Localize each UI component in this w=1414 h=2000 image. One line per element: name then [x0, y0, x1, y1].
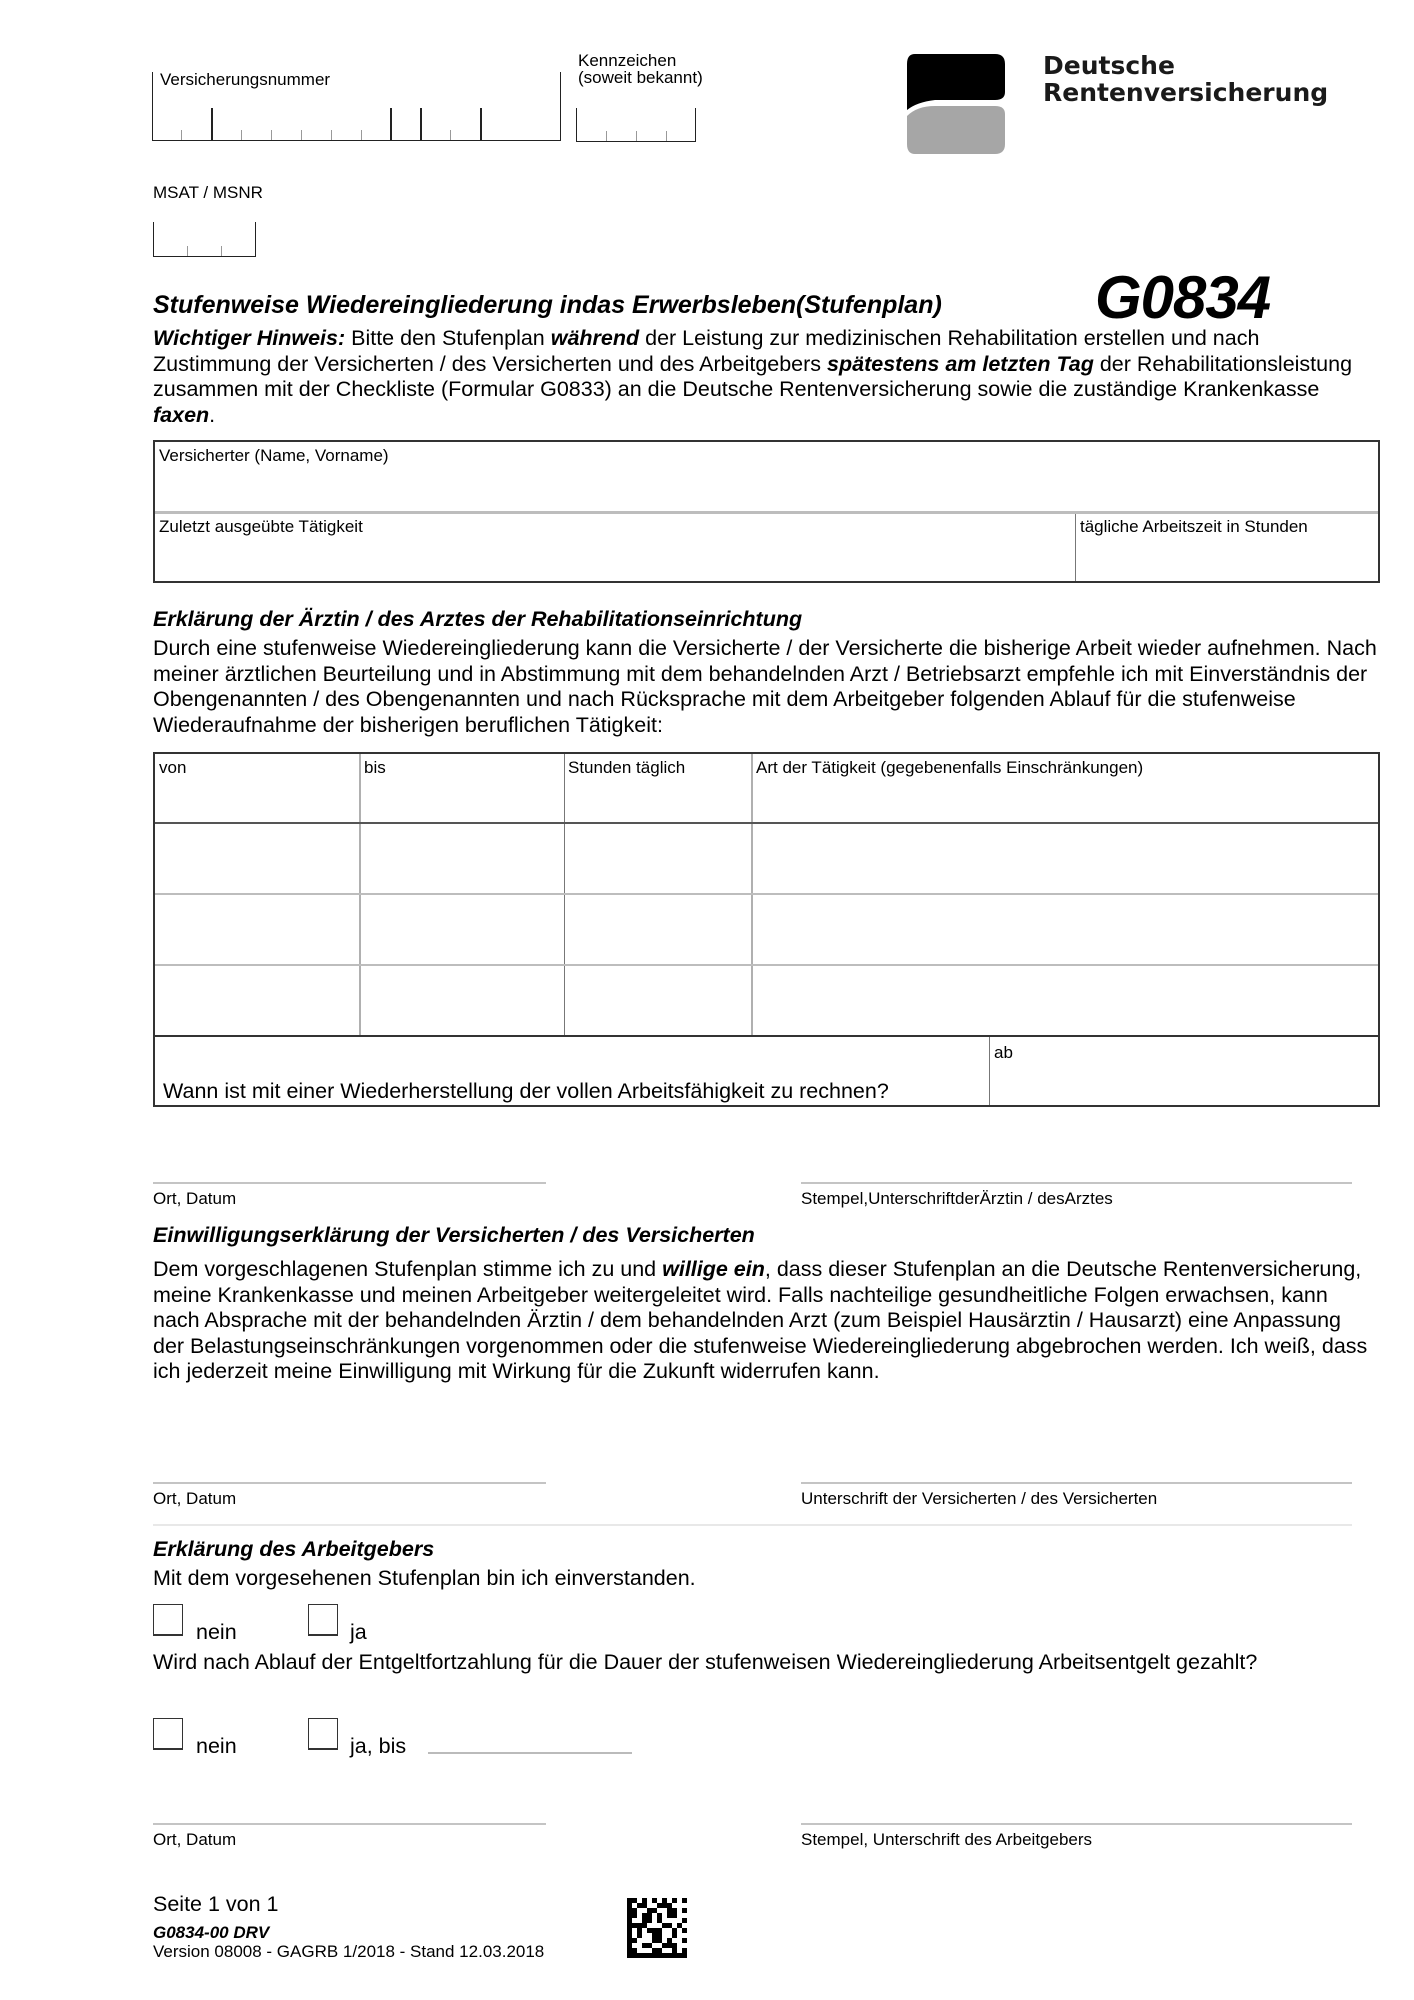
consent-section-text [153, 1257, 1378, 1385]
stufenplan-table [153, 752, 1380, 1107]
doctor-section-text: Durch eine stufenweise Wiedereingliederung kann die Versicherte / der Versicherte die bisherige Arbeit wieder aufnehmen. Nach meiner ärztlichen Beurteilung und in Abstimmung mit dem behandelnden Arzt / Betriebsarzt empfehle ich mit Einverständnis der Obengenannten / des Obengenannten und nach Rücksprache mit dem Arbeitgeber folgenden Ablauf für die stufenweise Wiederaufnahme der bisherigen beruflichen Tätigkeit: [153, 636, 1377, 737]
notice-text-4: . [209, 402, 216, 427]
plan-row-2-bis[interactable] [362, 896, 560, 962]
plan-row-1-stunden[interactable] [567, 825, 747, 891]
plan-row-3-bis[interactable] [362, 967, 560, 1033]
doctor-place-date-line[interactable] [153, 1182, 546, 1184]
daily-hours-field[interactable] [1080, 538, 1370, 578]
insured-signature-label: Unterschrift der Versicherten / des Versicherten [801, 1489, 1158, 1508]
insured-place-date-label: Ort, Datum [153, 1489, 237, 1508]
form-code: G0834 [1095, 264, 1271, 331]
consent-emph: willige ein [662, 1257, 765, 1281]
col-header-taetigkeit: Art der Tätigkeit (gegebenenfalls Einschränkungen) [756, 758, 1144, 777]
section-divider [153, 1524, 1352, 1526]
insured-name-field[interactable] [159, 466, 1369, 508]
notice-emph-1: während [550, 326, 640, 350]
col-header-stunden: Stunden täglich [568, 758, 686, 777]
daily-hours-label: tägliche Arbeitszeit in Stunden [1080, 517, 1308, 536]
recovery-date-field[interactable] [994, 1064, 1374, 1102]
plan-row-3-taetigkeit[interactable] [754, 967, 1374, 1033]
plan-row-2-von[interactable] [157, 896, 355, 962]
logo-text-line1: Deutsche [1043, 51, 1175, 80]
consent-section-heading: Einwilligungserklärung der Versicherten / des Versicherten [153, 1223, 755, 1247]
plan-row-1-bis[interactable] [362, 825, 560, 891]
notice-lead: Wichtiger Hinweis: [153, 326, 346, 350]
plan-row-3-stunden[interactable] [567, 967, 747, 1033]
insured-name-label: Versicherter (Name, Vorname) [159, 446, 389, 465]
versicherungsnummer-label: Versicherungsnummer [160, 70, 331, 89]
employer-place-date-label: Ort, Datum [153, 1830, 237, 1849]
form-title: Stufenweise Wiedereingliederung indas Erwerbsleben(Stufenplan) [153, 291, 942, 319]
insured-signature-line[interactable] [801, 1482, 1352, 1484]
doctor-signature-line[interactable] [801, 1182, 1352, 1184]
employer-signature-line[interactable] [801, 1823, 1352, 1825]
logo-text-line2: Rentenversicherung [1043, 78, 1329, 107]
versicherungsnummer-field[interactable] [152, 72, 561, 141]
plan-row-1-taetigkeit[interactable] [754, 825, 1374, 891]
plan-row-0-von[interactable] [157, 778, 355, 820]
last-activity-label: Zuletzt ausgeübte Tätigkeit [159, 517, 363, 536]
q1-nein-label: nein [196, 1620, 237, 1644]
last-activity-field[interactable] [159, 538, 1079, 578]
msat-field[interactable] [153, 222, 256, 257]
col-header-von: von [159, 758, 187, 777]
version-info: Version 08008 - GAGRB 1/2018 - Stand 12.03.2018 [153, 1942, 545, 1961]
plan-row-2-stunden[interactable] [567, 896, 747, 962]
notice-emph-3: faxen [153, 402, 210, 427]
drv-logo [905, 50, 1329, 160]
col-header-bis: bis [364, 758, 386, 777]
notice-text-1: Bitte den Stufenplan [345, 326, 551, 350]
employer-signature-label: Stempel, Unterschrift des Arbeitgebers [801, 1830, 1093, 1849]
recovery-question: Wann ist mit einer Wiederherstellung der vollen Arbeitsfähigkeit zu rechnen? [163, 1079, 889, 1103]
plan-row-0-stunden[interactable] [567, 778, 747, 820]
important-notice [153, 326, 1378, 428]
doctor-place-date-label: Ort, Datum [153, 1189, 237, 1208]
form-id: G0834-00 DRV [153, 1923, 270, 1942]
msat-label: MSAT / MSNR [153, 183, 263, 202]
q2-nein-checkbox[interactable] [153, 1718, 183, 1750]
q1-ja-label: ja [350, 1620, 367, 1644]
drv-logo-mark-icon [905, 50, 1009, 156]
employer-q1: Mit dem vorgesehenen Stufenplan bin ich einverstanden. [153, 1566, 696, 1590]
employer-section-heading: Erklärung des Arbeitgebers [153, 1537, 435, 1561]
page-number: Seite 1 von 1 [153, 1892, 279, 1916]
kennzeichen-label-line2: (soweit bekannt) [578, 68, 703, 87]
q2-ja-bis-checkbox[interactable] [308, 1718, 338, 1750]
recovery-ab-label: ab [994, 1043, 1013, 1062]
plan-row-2-taetigkeit[interactable] [754, 896, 1374, 962]
q1-nein-checkbox[interactable] [153, 1604, 183, 1636]
consent-text-1: Dem vorgeschlagenen Stufenplan stimme ich zu und [153, 1257, 663, 1281]
insured-place-date-line[interactable] [153, 1482, 546, 1484]
consent-text-2: , dass dieser Stufenplan an die Deutsche Rentenversicherung, meine Krankenkasse und meinen Arbeitgeber weitergeleitet wird. Falls nachteilige gesundheitliche Folgen erwachsen, kann nach Absprache mit der behandelnden Ärztin / dem behandelnden Arzt (zum Beispiel Hausärztin / Hausarzt) eine Anpassung der Belastungseinschränkungen vorgenommen oder die stufenweise Wiedereingliederung abgebrochen werden. Ich weiß, dass ich jederzeit meine Einwilligung mit Wirkung für die Zukunft widerrufen kann. [153, 1257, 1368, 1383]
insured-info-box [153, 440, 1380, 583]
q2-ja-bis-label: ja, bis [350, 1734, 407, 1758]
doctor-section-heading: Erklärung der Ärztin / des Arztes der Rehabilitationseinrichtung [153, 607, 803, 631]
employer-place-date-line[interactable] [153, 1823, 546, 1825]
kennzeichen-label [578, 52, 703, 86]
plan-row-3-von[interactable] [157, 967, 355, 1033]
datamatrix-code-icon [627, 1898, 687, 1958]
kennzeichen-field[interactable] [576, 108, 696, 142]
plan-row-0-taetigkeit[interactable] [754, 778, 1374, 820]
notice-emph-2: spätestens am letzten Tag [827, 351, 1094, 376]
kennzeichen-label-line1: Kennzeichen [578, 51, 677, 70]
q2-nein-label: nein [196, 1734, 237, 1758]
q1-ja-checkbox[interactable] [308, 1604, 338, 1636]
plan-row-0-bis[interactable] [362, 778, 560, 820]
employer-q2: Wird nach Ablauf der Entgeltfortzahlung für die Dauer der stufenweisen Wiedereingliederung Arbeitsentgelt gezahlt? [153, 1650, 1258, 1674]
notice-text-3: der Rehabilitationsleistung zusammen mit der Checkliste (Formular G0833) an die Deutsche Rentenversicherung sowie die zuständige Krankenkasse [153, 351, 1353, 401]
notice-text-2: der Leistung zur medizinischen Rehabilitation erstellen und nach Zustimmung der Versicherten / des Versicherten und des Arbeitgebers [153, 326, 1260, 376]
doctor-signature-label: Stempel,UnterschriftderÄrztin / desArztes [801, 1189, 1113, 1208]
q2-until-date-field[interactable] [428, 1730, 632, 1754]
plan-row-1-von[interactable] [157, 825, 355, 891]
